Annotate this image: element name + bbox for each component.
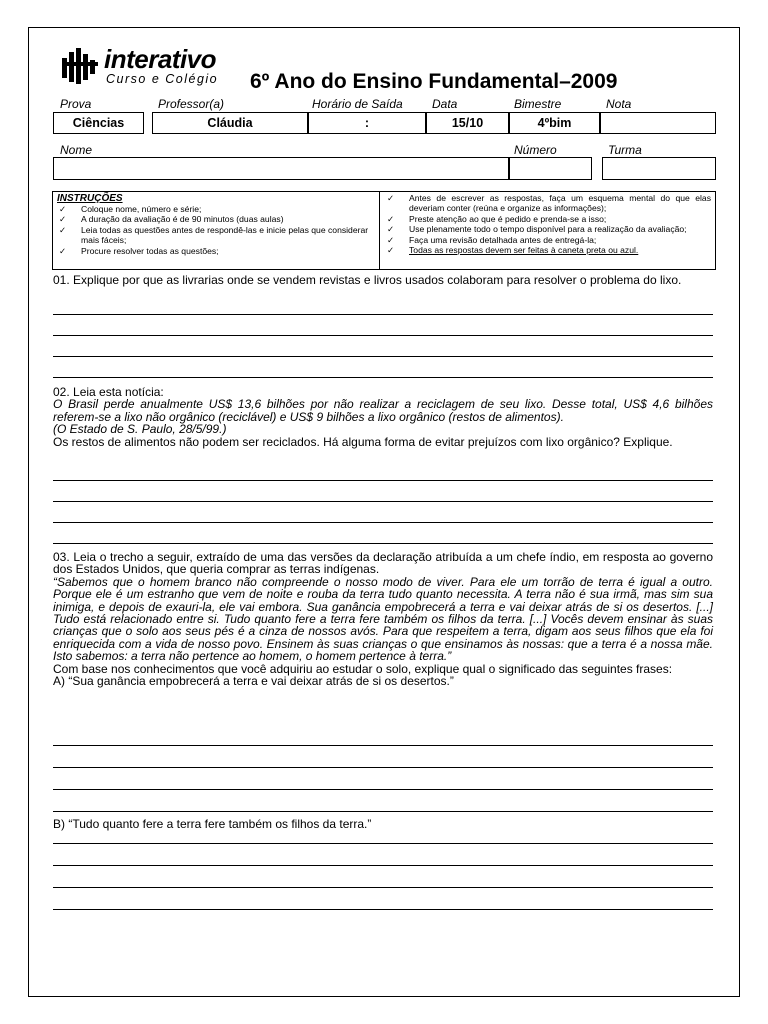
- question-3-item-b: B) “Tudo quanto fere a terra fere também os filhos da terra.”: [53, 817, 372, 831]
- instruction-item: ✓ Todas as respostas devem ser feitas à caneta preta ou azul.: [387, 245, 639, 256]
- answer-line[interactable]: [53, 522, 713, 523]
- answer-line[interactable]: [53, 745, 713, 746]
- logo-mark-icon: [62, 48, 100, 84]
- check-icon: ✓: [387, 213, 395, 224]
- page-title: 6º Ano do Ensino Fundamental–2009: [250, 70, 618, 93]
- school-logo: [62, 46, 242, 100]
- question-2-intro: 02. Leia esta notícia:: [53, 385, 164, 399]
- instruction-item: ✓ Faça uma revisão detalhada antes de entregá-la;: [387, 234, 597, 245]
- label-nome: Nome: [60, 143, 93, 157]
- check-icon: ✓: [59, 224, 67, 235]
- label-professor: Professor(a): [158, 97, 225, 111]
- instructions-heading: INSTRUÇÕES: [57, 193, 123, 204]
- label-prova: Prova: [60, 97, 92, 111]
- question-3-intro: 03. Leia o trecho a seguir, extraído de uma das versões da declaração atribuída a um chefe índio, em resposta ao governo dos Estados Unidos, que queria comprar as terras indígenas.: [53, 550, 713, 577]
- answer-line[interactable]: [53, 909, 713, 910]
- question-1: 01. Explique por que as livrarias onde se vendem revistas e livros usados colaboram para resolver o problema do lixo.: [53, 273, 682, 287]
- answer-line[interactable]: [53, 356, 713, 357]
- logo-brand: interativo: [104, 44, 217, 74]
- check-icon: ✓: [387, 224, 395, 235]
- instruction-item: ✓ A duração da avaliação é de 90 minutos (duas aulas): [59, 214, 284, 225]
- label-bimestre: Bimestre: [514, 97, 562, 111]
- instructions-left: [57, 193, 375, 256]
- check-icon: ✓: [59, 245, 67, 256]
- instruction-item: ✓ Use plenamente todo o tempo disponível para a realização da avaliação;: [387, 224, 687, 235]
- instruction-item: ✓ Antes de escrever as respostas, faça um esquema mental do que elas deveriam conter (reúna e organize as informações);: [387, 193, 711, 214]
- question-2-prompt: Os restos de alimentos não podem ser reciclados. Há alguma forma de evitar prejuízos com lixo orgânico? Explique.: [53, 434, 673, 449]
- question-2-source: (O Estado de S. Paulo, 28/5/99.): [53, 422, 227, 437]
- instruction-item: ✓ Preste atenção ao que é pedido e prenda-se a isso;: [387, 213, 607, 224]
- nota-field[interactable]: [600, 112, 716, 134]
- horario-field[interactable]: :: [308, 112, 426, 134]
- check-icon: ✓: [387, 245, 395, 256]
- label-horario: Horário de Saída: [312, 97, 403, 111]
- instructions-box: [52, 191, 716, 270]
- label-turma: Turma: [608, 143, 642, 157]
- instruction-item: ✓ Leia todas as questões antes de respondê-las e inicie pelas que considerar mais fáceis;: [59, 224, 369, 246]
- data-field[interactable]: 15/10: [426, 112, 509, 134]
- answer-line[interactable]: [53, 543, 713, 544]
- answer-line[interactable]: [53, 501, 713, 502]
- label-nota: Nota: [606, 97, 632, 111]
- answer-line[interactable]: [53, 811, 713, 812]
- answer-line[interactable]: [53, 314, 713, 315]
- question-3: [53, 551, 713, 687]
- answer-line[interactable]: [53, 480, 713, 481]
- question-2: [53, 386, 713, 448]
- question-3-item-a: A) “Sua ganância empobrecerá a terra e vai deixar atrás de si os desertos.”: [53, 674, 454, 689]
- check-icon: ✓: [387, 234, 395, 245]
- answer-line[interactable]: [53, 767, 713, 768]
- answer-line[interactable]: [53, 843, 713, 844]
- check-icon: ✓: [59, 214, 67, 225]
- professor-field[interactable]: Cláudia: [152, 112, 308, 134]
- check-icon: ✓: [59, 204, 67, 214]
- logo-subtitle: Curso e Colégio: [106, 72, 219, 86]
- instruction-item: ✓ Coloque nome, número e série;: [59, 204, 202, 214]
- prova-field[interactable]: Ciências: [53, 112, 144, 134]
- answer-line[interactable]: [53, 865, 713, 866]
- answer-line[interactable]: [53, 887, 713, 888]
- answer-line[interactable]: [53, 335, 713, 336]
- numero-field[interactable]: [509, 157, 592, 180]
- instruction-item: ✓ Procure resolver todas as questões;: [59, 245, 219, 256]
- question-3-prompt: Com base nos conhecimentos que você adquiriu ao estudar o solo, explique qual o significado das seguintes frases:: [53, 661, 673, 676]
- question-3-quote: “Sabemos que o homem branco não compreende o nosso modo de viver. Para ele um torrão de terra é igual a outro. Porque ele é um estranho que vem de noite e rouba da terra tudo quanto necessita. A terra não é sua irmã, mas sim sua inimiga, e depois de exauri-la, ele vai embora. Sua ganância empobrecerá a terra e vai deixar atrás de si os desertos. [...] Tudo está relacionado entre si. Tudo quanto fere a terra fere também os filhos da terra. [...] Vocês devem ensinar às suas crianças que o solo aos seus pés é a cinza de nossos avós. Para que respeitem a terra, digam aos seus filhos que ela foi enriquecida com a vida de nosso povo. Ensinem às suas crianças o que ensinamos às nossas: que a terra é a nossa mãe. Isto sabemos: a terra não pertence ao homem, o homem pertence à terra.”: [53, 574, 713, 664]
- nome-field[interactable]: [53, 157, 509, 180]
- label-numero: Número: [514, 143, 557, 157]
- turma-field[interactable]: [602, 157, 716, 180]
- label-data: Data: [432, 97, 458, 111]
- question-2-news: O Brasil perde anualmente US$ 13,6 bilhões por não realizar a reciclagem de seu lixo. Desse total, US$ 4,6 bilhões referem-se a lixo não orgânico (reciclável) e US$ 9 bilhões a lixo orgânico (restos de alimentos).: [53, 397, 713, 424]
- check-icon: ✓: [387, 193, 395, 203]
- bimestre-field[interactable]: 4ºbim: [509, 112, 600, 134]
- instructions-right: [385, 193, 711, 255]
- answer-line[interactable]: [53, 789, 713, 790]
- answer-line[interactable]: [53, 377, 713, 378]
